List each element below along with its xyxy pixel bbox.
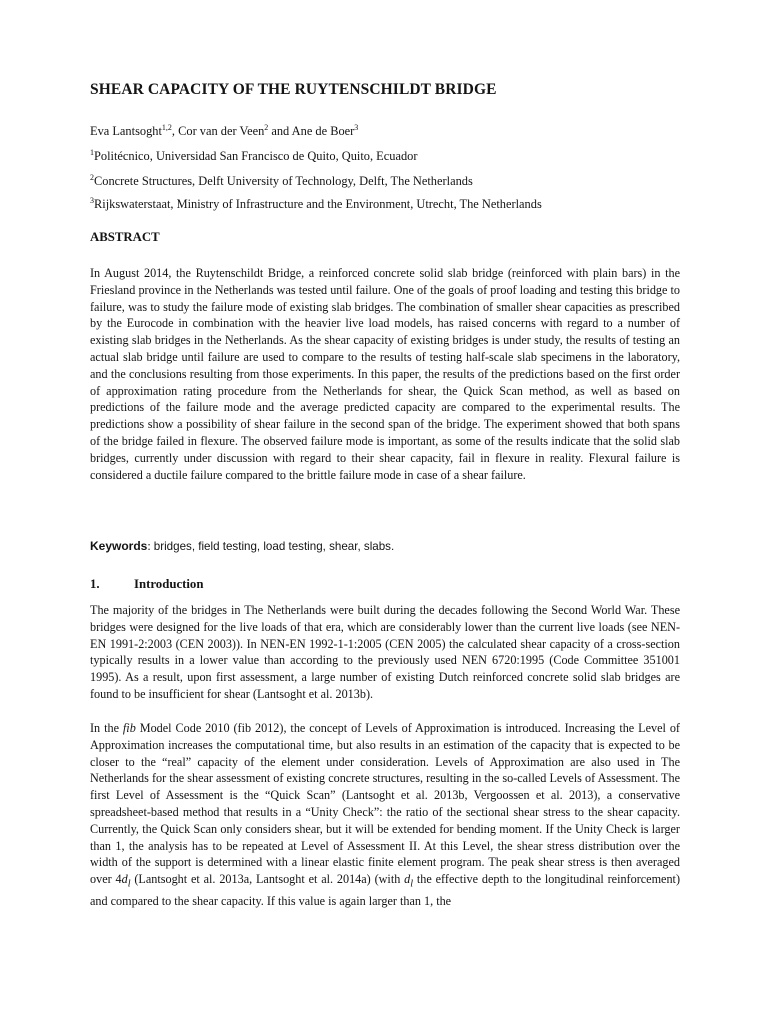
text-run: the effective depth to the longitudinal reinforcement) and compared to the shear capacity. If this value is again larger than 1, the <box>90 872 681 909</box>
author-separator: , <box>171 124 179 138</box>
affiliation-mark: 3 <box>90 196 94 205</box>
keywords-value: bridges, field testing, load testing, shear, slabs. <box>153 540 395 553</box>
affiliation <box>90 197 542 212</box>
keywords-colon: : <box>147 539 154 553</box>
body-paragraph: The majority of the bridges in The Netherlands were built during the decades following the Second World War. These bridges were designed for the live loads of that era, which are considerably lower than the current live loads (see NEN-EN 1991-2:2003 (CEN 2003)). In NEN-EN 1992-1-1:2005 (CEN 2005) the calculated shear capacity of a cross-section typically results in a lower value than according to the previously used NEN 6720:1995 (Code Committee 351001 1995). As a result, upon first assessment, a large number of existing Dutch reinforced concrete solid slab bridges are found to be insufficient for shear (Lantsoght et al. 2013b). <box>90 603 680 701</box>
paper-title: SHEAR CAPACITY OF THE RUYTENSCHILDT BRIDGE <box>90 81 497 98</box>
author-affiliation-mark: 3 <box>354 123 359 132</box>
affiliation-text: Concrete Structures, Delft University of Technology, Delft, The Netherlands <box>94 174 473 188</box>
affiliation-mark: 1 <box>90 148 94 157</box>
math-symbol: d <box>121 872 128 887</box>
abstract-heading: ABSTRACT <box>90 230 160 244</box>
body-paragraph <box>90 720 680 910</box>
author-name: Eva Lantsoght <box>90 124 162 138</box>
math-symbol: d <box>404 872 411 887</box>
text-run: (Lantsoght et al. 2013a, Lantsoght et al. 2014a) (with <box>130 872 405 887</box>
math-subscript: l <box>127 878 131 890</box>
affiliation-mark: 2 <box>90 173 94 182</box>
author-separator: and <box>268 124 292 138</box>
author-name: Cor van der Veen <box>178 124 265 138</box>
author-line <box>90 124 358 139</box>
section-title: Introduction <box>134 577 204 591</box>
affiliation <box>90 149 417 164</box>
author-affiliation-mark: 2 <box>264 123 269 132</box>
italic-term: fib <box>122 721 136 735</box>
text-run: In the <box>90 721 123 735</box>
affiliation-text: Politécnico, Universidad San Francisco de Quito, Quito, Ecuador <box>94 149 418 163</box>
author-affiliation-mark: 1,2 <box>161 123 172 132</box>
text-run: Model Code 2010 (fib 2012), the concept of Levels of Approximation is introduced. Increasing the Level of Approximation increases the computational time, but also results in an estimation of the capacity that is expected to be closer to the “real” capacity of the element under consideration. Levels of Approximation are also used in The Netherlands for the shear assessment of existing concrete structures, resulting in the so-called Levels of Assessment. The first Level of Assessment is the “Quick Scan” (Lantsoght et al. 2013b, Vergoossen et al. 2013), a conservative spreadsheet-based method that results in a “Unity Check”: the ratio of the sectional shear stress to the shear capacity. Currently, the Quick Scan only considers shear, but it will be extended for bending moment. If the Unity Check is larger than 1, the analysis has to be repeated at Level of Assessment II. At this Level, the shear stress distribution over the width of the support is determined with a linear elastic finite element program. The peak shear stress is then averaged over 4 <box>90 721 680 887</box>
keywords <box>90 539 394 554</box>
author-name: Ane de Boer <box>291 124 355 138</box>
keywords-label: Keywords <box>90 539 148 553</box>
affiliation-text: Rijkswaterstaat, Ministry of Infrastructure and the Environment, Utrecht, The Netherlands <box>94 197 542 211</box>
abstract-text: In August 2014, the Ruytenschildt Bridge, a reinforced concrete solid slab bridge (reinforced with plain bars) in the Friesland province in the Netherlands was tested until failure. One of the goals of proof loading and testing this bridge to failure, was to study the failure mode of existing slab bridges. The combination of smaller shear capacities as prescribed by the Eurocode in combination with the heavier live load models, has raised concerns with regard to a number of existing slab bridges in the Netherlands. As the shear capacity of existing bridges is under study, the results of testing an actual slab bridge until failure are used to compare to the results of testing half-scale slab specimens in the laboratory, and the conclusions resulting from those experiments. In this paper, the results of the predictions based on the first order of approximation rating procedure from the Netherlands for shear, the Quick Scan method, as well as based on predictions of the failure mode and the average predicted capacity are compared to the experimental results. The predictions show a possibility of shear failure in the second span of the bridge. The experiment showed that both spans of the bridge failed in flexure. The observed failure mode is important, as some of the results indicate that the solid slab bridges, currently under discussion with regard to their shear capacity, fail in flexure in reality. Flexural failure is considered a ductile failure compared to the brittle failure mode in case of a shear failure. <box>90 266 680 482</box>
section-number: 1. <box>90 577 100 591</box>
math-subscript: l <box>410 878 414 890</box>
affiliation <box>90 174 473 189</box>
